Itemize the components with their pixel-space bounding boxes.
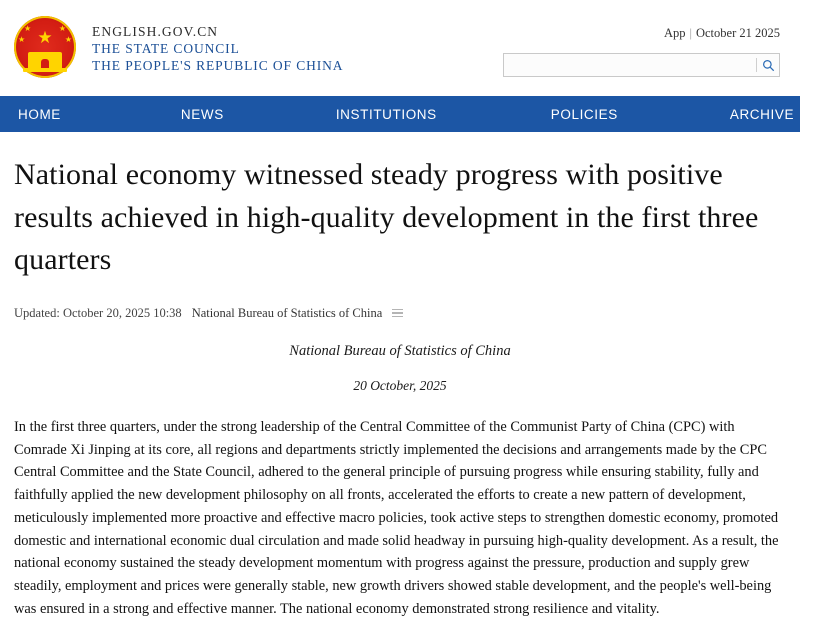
brand-line-state-council: THE STATE COUNCIL (92, 41, 240, 56)
article-header (0, 132, 800, 321)
emblem-base (23, 68, 67, 72)
article-body (0, 343, 800, 621)
byline-date: 20 October, 2025 (353, 377, 447, 393)
nav-item-policies[interactable]: POLICIES (550, 106, 618, 122)
article-meta (14, 306, 786, 321)
page-title: National economy witnessed steady progress with positive results achieved in high-quality development in the first three quarters (14, 158, 759, 277)
app-link[interactable]: App (663, 26, 686, 40)
emblem-star-3: ★ (58, 24, 66, 33)
brand-line-english-gov: ENGLISH.GOV.CN (92, 24, 219, 39)
nav-item-archive[interactable]: ARCHIVE (729, 106, 795, 122)
emblem-star-1: ★ (24, 24, 32, 33)
brand-line-prc: THE PEOPLE'S REPUBLIC OF CHINA (92, 58, 344, 73)
header-date: October 21 2025 (695, 26, 780, 40)
search-icon[interactable] (757, 54, 779, 76)
search-input[interactable] (504, 54, 756, 76)
china-national-emblem-icon (14, 16, 76, 78)
nav-item-institutions[interactable]: INSTITUTIONS (335, 106, 437, 122)
header-meta-separator: | (689, 26, 692, 40)
nav-item-home[interactable]: HOME (18, 106, 61, 122)
emblem-gate (28, 52, 62, 68)
emblem-star-4: ★ (64, 35, 72, 44)
byline-source: National Bureau of Statistics of China (289, 342, 511, 359)
header-utility-area (503, 12, 786, 77)
hamburger-icon[interactable] (392, 309, 403, 318)
site-header (0, 0, 800, 96)
site-brand[interactable] (92, 12, 343, 74)
article-updated: Updated: October 20, 2025 10:38 (14, 305, 182, 320)
main-navigation (0, 96, 822, 133)
nav-item-list (0, 96, 808, 132)
emblem-star-large: ★ (37, 28, 53, 47)
article-source: National Bureau of Statistics of China (191, 305, 383, 320)
article-paragraph-1: In the first three quarters, under the strong leadership of the Central Committee of the Communist Party of China (CPC) with Comrade Xi Jinping at its core, all regions and departments strictly implemented the decisions and arrangements made by the CPC Central Committee and the State Council, adhered to the general principle of pursuing progress while ensuring stability, fully and faithfully applied the new development philosophy on all fronts, accelerated the efforts to create a new pattern of development, meticulously implemented more proactive and effective macro policies, took active steps to strengthen domestic economy, promoted domestic and international economic dual circulation and made solid headway in pursuing high-quality development. As a result, the national economy sustained the steady development momentum with progress against the pressure, production and supply grew steadily, employment and prices were generally stable, new growth drivers showed stable development, and the people's well-being was ensured in a strong and effective manner. The national economy demonstrated strong resilience and vitality. (14, 418, 779, 617)
nav-item-news[interactable]: NEWS (180, 106, 224, 122)
search-box[interactable] (503, 53, 780, 77)
emblem-star-2: ★ (18, 35, 26, 44)
language-toggle-chinese[interactable]: 中文 (808, 97, 822, 133)
header-meta (503, 26, 780, 41)
